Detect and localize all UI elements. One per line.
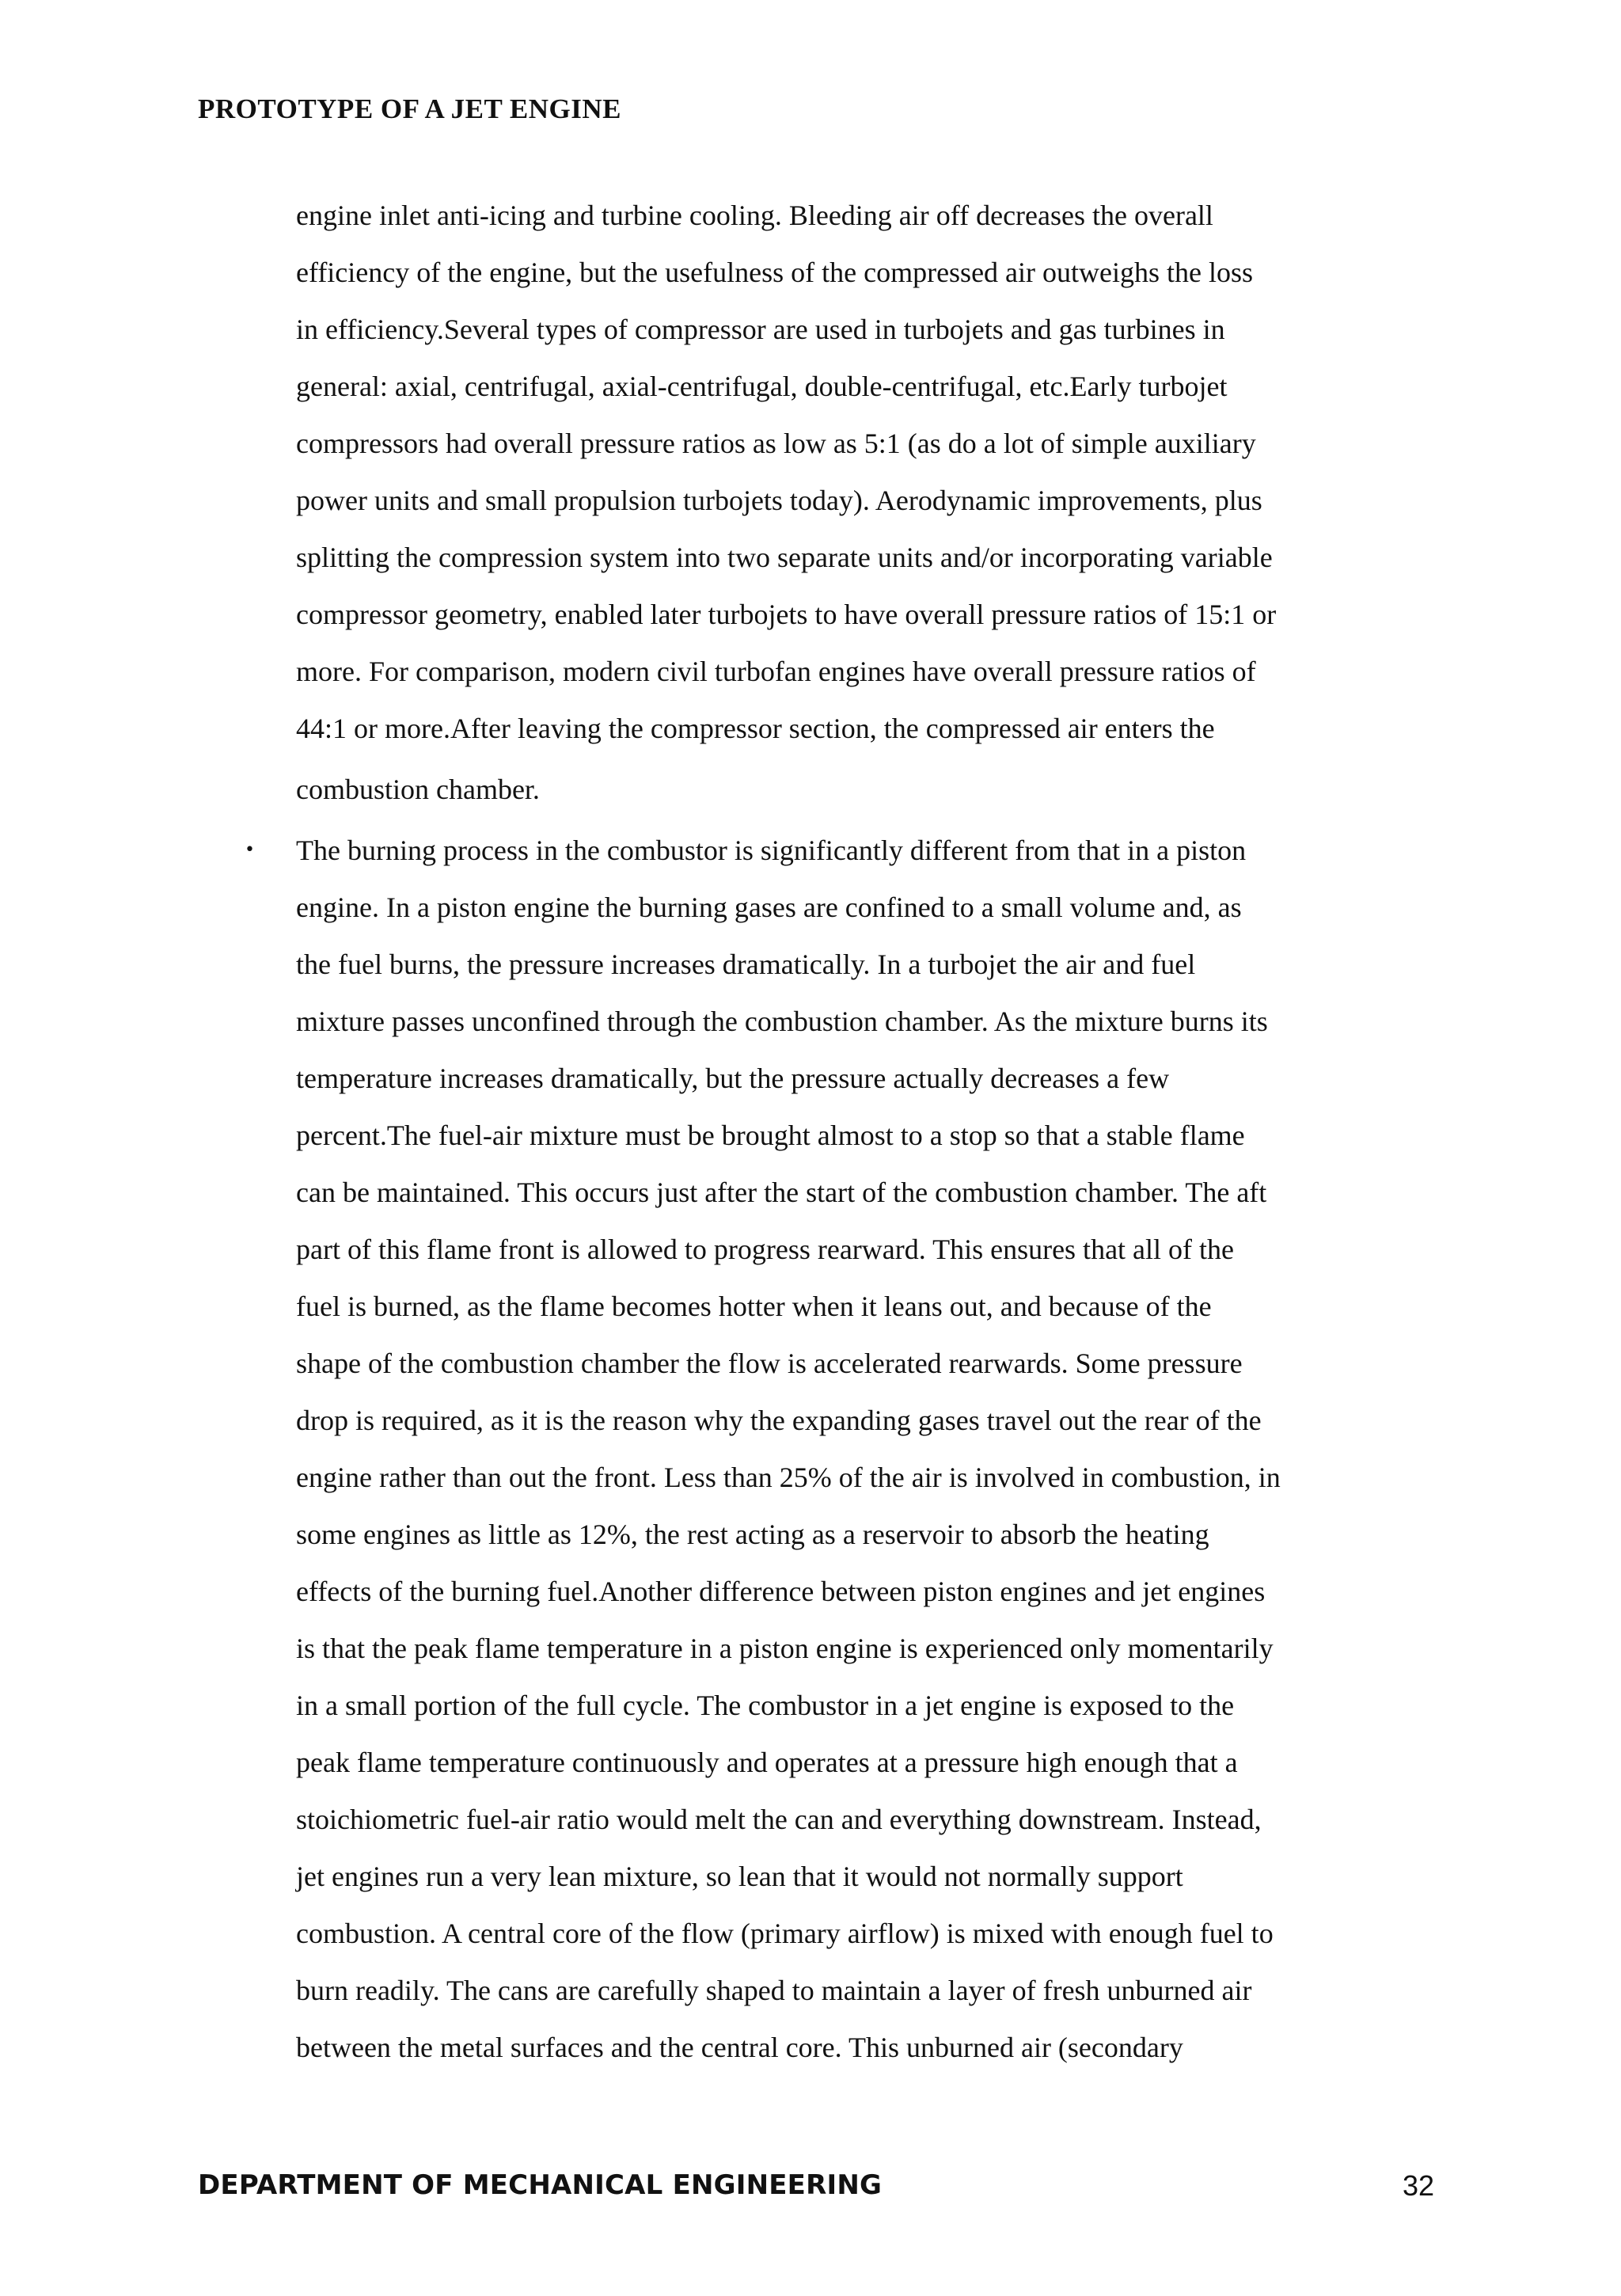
page-body bbox=[245, 195, 1444, 2084]
text-line: compressor geometry, enabled later turbojets to have overall pressure ratios of 15:1 or bbox=[296, 599, 1277, 630]
text-line: jet engines run a very lean mixture, so lean that it would not normally support bbox=[296, 1861, 1183, 1892]
text-line: mixture passes unconfined through the combustion chamber. As the mixture burns its bbox=[296, 1005, 1268, 1037]
text-line: some engines as little as 12%, the rest acting as a reservoir to absorb the heating bbox=[296, 1519, 1209, 1550]
text-line: drop is required, as it is the reason why the expanding gases travel out the rear of the bbox=[296, 1405, 1262, 1436]
text-line: engine inlet anti-icing and turbine cooling. Bleeding air off decreases the overall bbox=[296, 200, 1213, 231]
paragraph-compressor bbox=[296, 195, 1444, 830]
text-line: efficiency of the engine, but the usefulness of the compressed air outweighs the loss bbox=[296, 257, 1254, 288]
text-line: shape of the combustion chamber the flow is accelerated rearwards. Some pressure bbox=[296, 1348, 1243, 1379]
text-line: power units and small propulsion turbojets today). Aerodynamic improvements, plus bbox=[296, 485, 1262, 516]
text-line: fuel is burned, as the flame becomes hotter when it leans out, and because of the bbox=[296, 1291, 1212, 1322]
bullet-icon: • bbox=[245, 840, 255, 860]
text-line: effects of the burning fuel.Another difference between piston engines and jet engines bbox=[296, 1576, 1266, 1607]
text-line: between the metal surfaces and the central core. This unburned air (secondary bbox=[296, 2032, 1183, 2063]
text-line: combustion. A central core of the flow (primary airflow) is mixed with enough fuel to bbox=[296, 1918, 1274, 1949]
page-header-title: PROTOTYPE OF A JET ENGINE bbox=[198, 93, 622, 124]
text-line: more. For comparison, modern civil turbofan engines have overall pressure ratios of bbox=[296, 656, 1256, 687]
footer-department: DEPARTMENT OF MECHANICAL ENGINEERING bbox=[198, 2169, 883, 2201]
text-line: engine. In a piston engine the burning gases are confined to a small volume and, as bbox=[296, 891, 1242, 923]
text-line: the fuel burns, the pressure increases dramatically. In a turbojet the air and fuel bbox=[296, 948, 1196, 980]
text-line: peak flame temperature continuously and operates at a pressure high enough that a bbox=[296, 1747, 1238, 1778]
text-line: in a small portion of the full cycle. The combustor in a jet engine is exposed to the bbox=[296, 1690, 1235, 1721]
text-line: percent.The fuel-air mixture must be brought almost to a stop so that a stable flame bbox=[296, 1119, 1245, 1151]
text-line: part of this flame front is allowed to progress rearward. This ensures that all of the bbox=[296, 1234, 1234, 1265]
text-line: The burning process in the combustor is significantly different from that in a piston bbox=[296, 834, 1247, 866]
text-line: in efficiency.Several types of compressor are used in turbojets and gas turbines in bbox=[296, 314, 1225, 345]
text-line: is that the peak flame temperature in a piston engine is experienced only momentarily bbox=[296, 1633, 1274, 1664]
text-line: splitting the compression system into two separate units and/or incorporating variable bbox=[296, 542, 1273, 573]
text-line: general: axial, centrifugal, axial-centrifugal, double-centrifugal, etc.Early turbojet bbox=[296, 371, 1228, 402]
text-line: compressors had overall pressure ratios as low as 5:1 (as do a lot of simple auxiliary bbox=[296, 428, 1256, 459]
page-number: 32 bbox=[1402, 2169, 1434, 2202]
bullet-item-combustor bbox=[245, 830, 1444, 2084]
text-line: burn readily. The cans are carefully shaped to maintain a layer of fresh unburned air bbox=[296, 1975, 1252, 2006]
text-line: combustion chamber. bbox=[296, 774, 540, 805]
text-line: engine rather than out the front. Less than 25% of the air is involved in combustion, in bbox=[296, 1462, 1281, 1493]
text-line: can be maintained. This occurs just after the start of the combustion chamber. The aft bbox=[296, 1177, 1267, 1208]
text-line: stoichiometric fuel-air ratio would melt the can and everything downstream. Instead, bbox=[296, 1804, 1262, 1835]
text-line: temperature increases dramatically, but the pressure actually decreases a few bbox=[296, 1062, 1170, 1094]
text-line: 44:1 or more.After leaving the compressor section, the compressed air enters the bbox=[296, 713, 1215, 744]
